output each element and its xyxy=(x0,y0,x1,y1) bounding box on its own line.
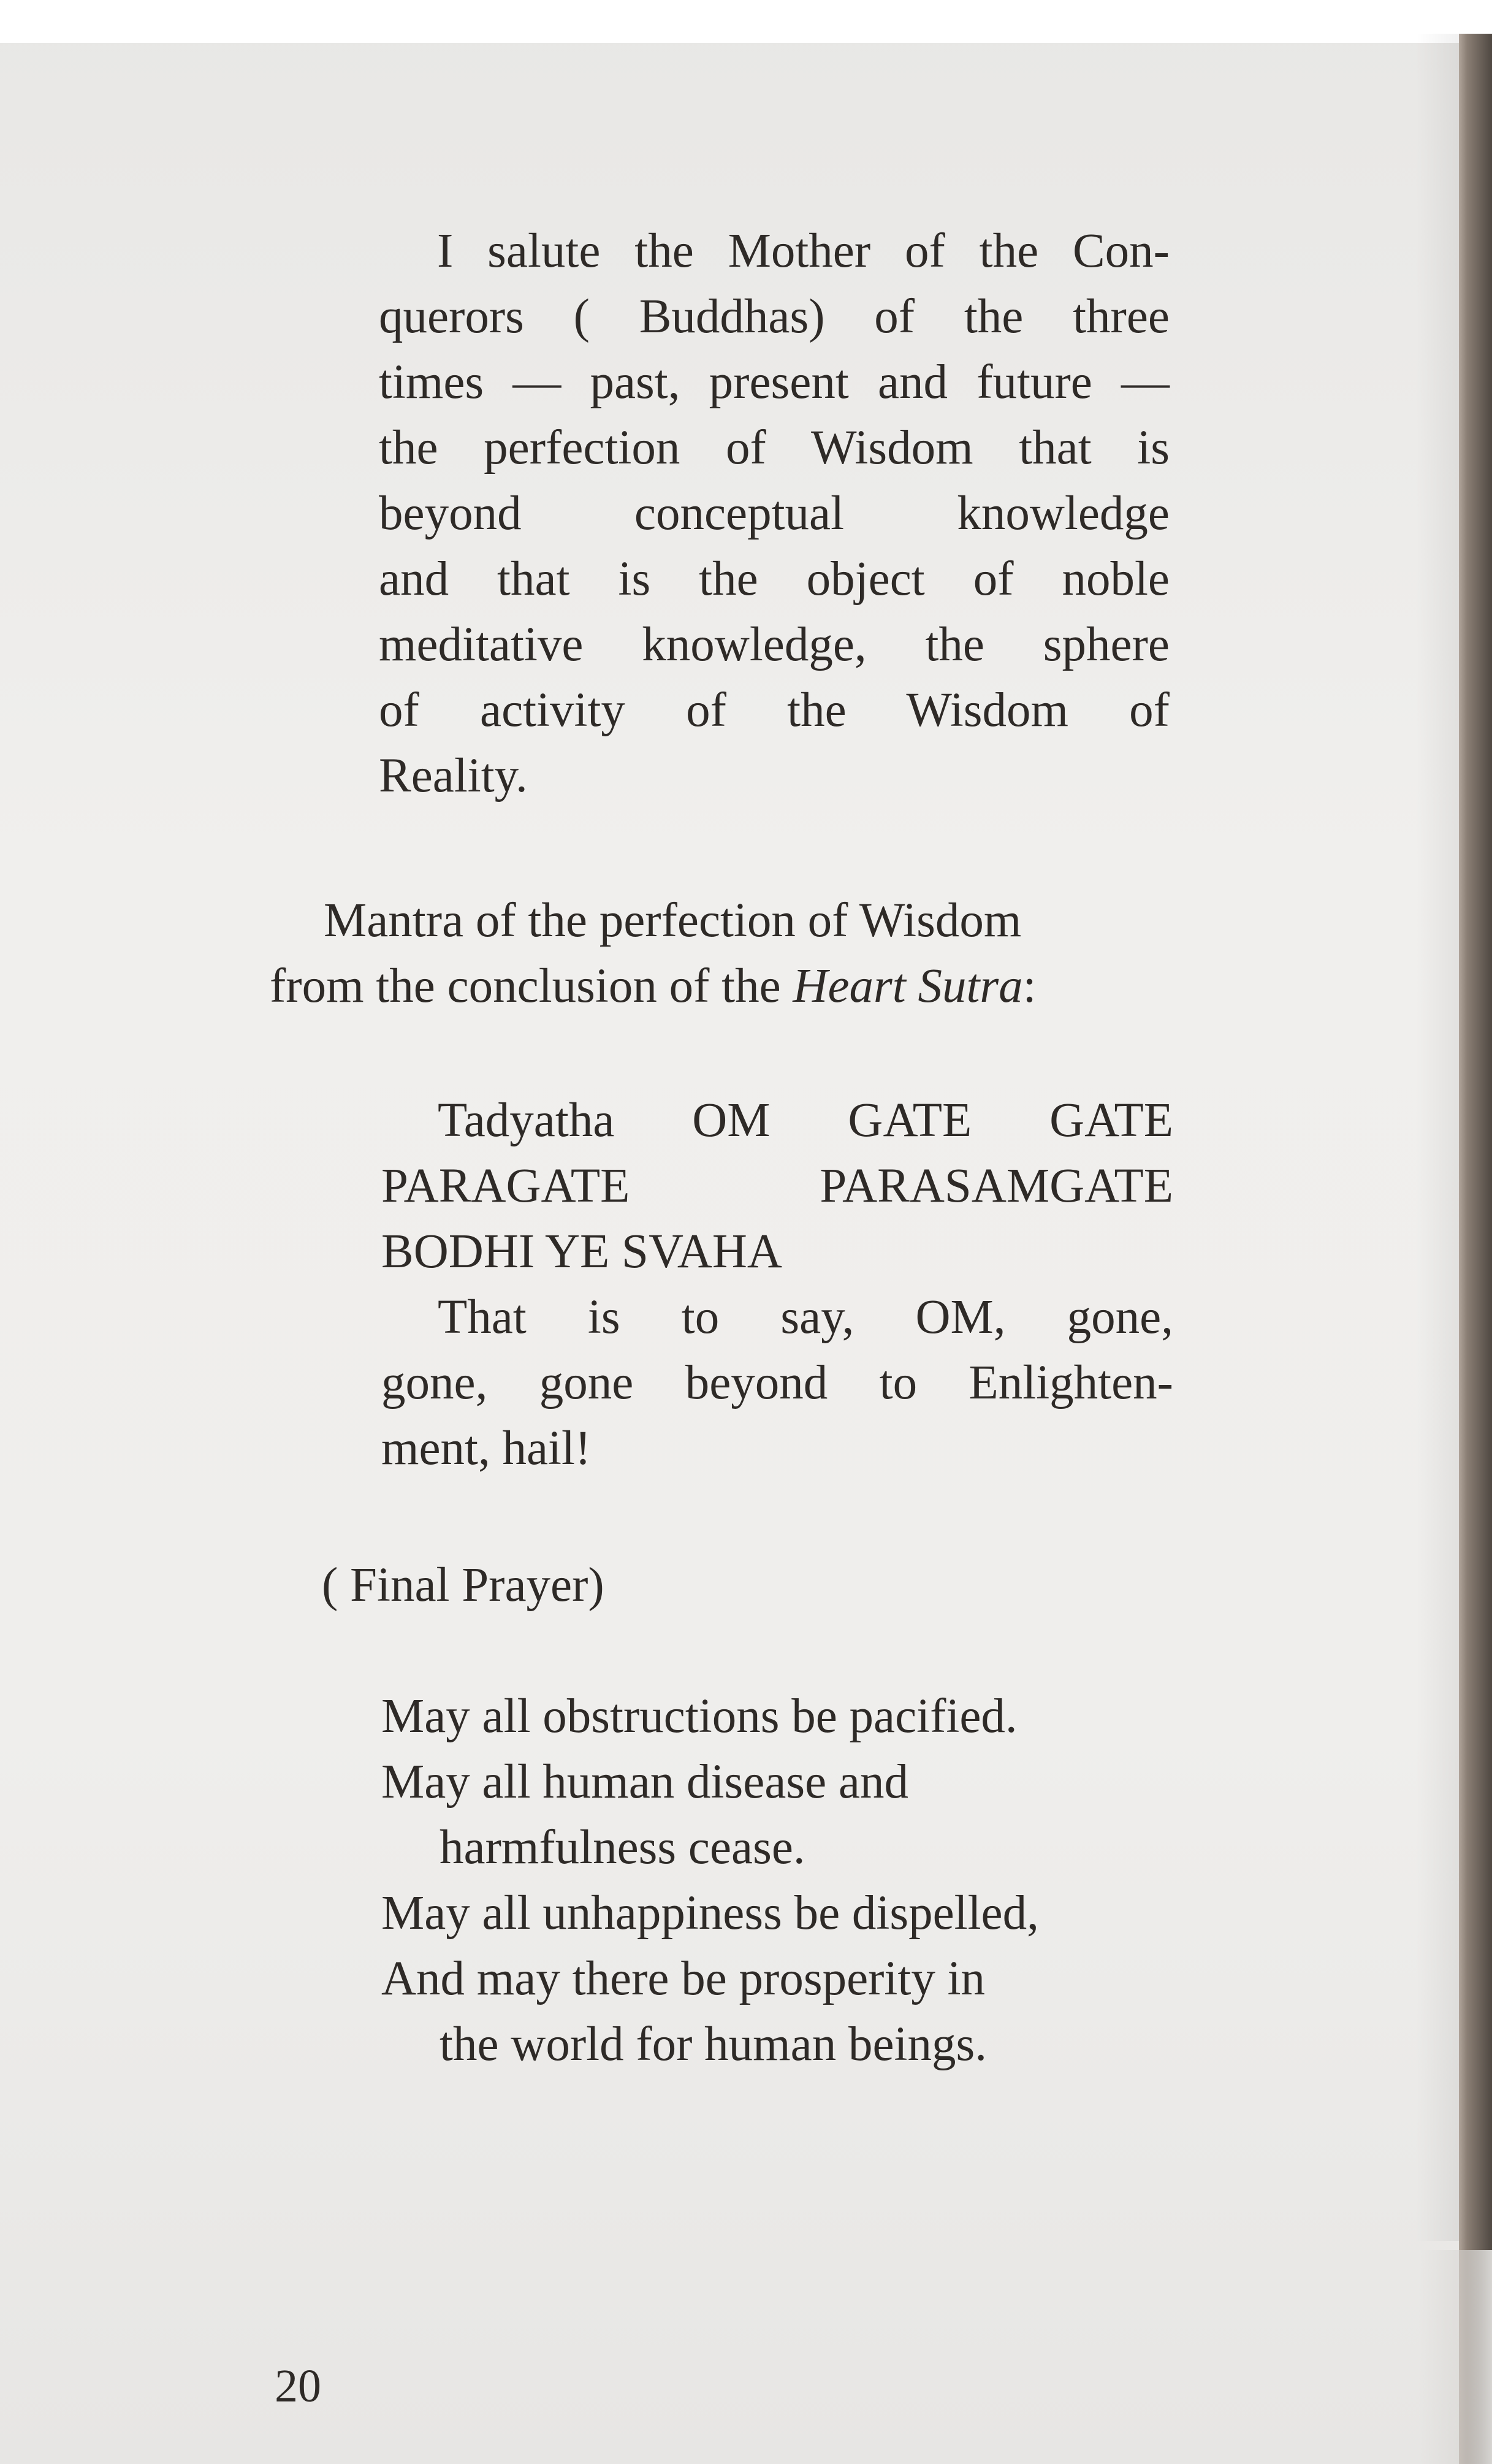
prayer-line: May all obstructions be pacified. xyxy=(381,1690,1018,1743)
salute-line: times — past, present and future — xyxy=(379,356,1170,409)
salute-line: meditative knowledge, the sphere xyxy=(379,618,1170,671)
prayer-line: the world for human beings. xyxy=(440,2018,987,2071)
page-number: 20 xyxy=(275,2360,321,2412)
salute-paragraph xyxy=(379,218,1170,809)
salute-line: beyond conceptual knowledge xyxy=(379,487,1170,540)
mantra-translation-line: gone, gone beyond to Enlighten- xyxy=(381,1356,1173,1409)
prayer-line: May all unhappiness be dispelled, xyxy=(381,1886,1039,1940)
prayer-line: And may there be prosperity in xyxy=(381,1952,986,2005)
mantra-line: PARAGATE PARASAMGATE xyxy=(381,1159,1173,1213)
mantra-block xyxy=(381,1088,1173,1481)
salute-line: and that is the object of noble xyxy=(379,552,1170,606)
mantra-intro-line: Mantra of the perfection of Wisdom xyxy=(324,894,1022,947)
prayer-line: May all human disease and xyxy=(381,1755,908,1809)
mantra-line: BODHI YE SVAHA xyxy=(381,1225,782,1278)
mantra-intro-colon: : xyxy=(1022,959,1037,1013)
salute-line: of activity of the Wisdom of xyxy=(379,684,1170,737)
salute-line: I salute the Mother of the Con- xyxy=(437,224,1170,278)
salute-line: Reality. xyxy=(379,749,528,803)
final-prayer-verse xyxy=(381,1684,1178,2077)
mantra-intro-line xyxy=(270,953,1287,1019)
salute-line: the perfection of Wisdom that is xyxy=(379,421,1170,475)
final-prayer-heading: ( Final Prayer) xyxy=(322,1558,604,1612)
prayer-line: harmfulness cease. xyxy=(440,1821,805,1874)
page-edge-fade xyxy=(1418,2250,1492,2464)
mantra-translation-line: That is to say, OM, gone, xyxy=(438,1291,1173,1344)
page-edge xyxy=(1459,34,1492,2464)
mantra-intro-paragraph xyxy=(270,888,1287,1019)
salute-line: querors ( Buddhas) of the three xyxy=(379,290,1170,343)
mantra-intro-text: from the conclusion of the xyxy=(270,959,793,1013)
heart-sutra-title: Heart Sutra xyxy=(793,959,1023,1013)
scan-top-margin xyxy=(0,0,1492,43)
page-gutter-shadow xyxy=(1416,34,1459,2241)
mantra-line: Tadyatha OM GATE GATE xyxy=(438,1094,1173,1147)
mantra-translation-line: ment, hail! xyxy=(381,1422,592,1475)
